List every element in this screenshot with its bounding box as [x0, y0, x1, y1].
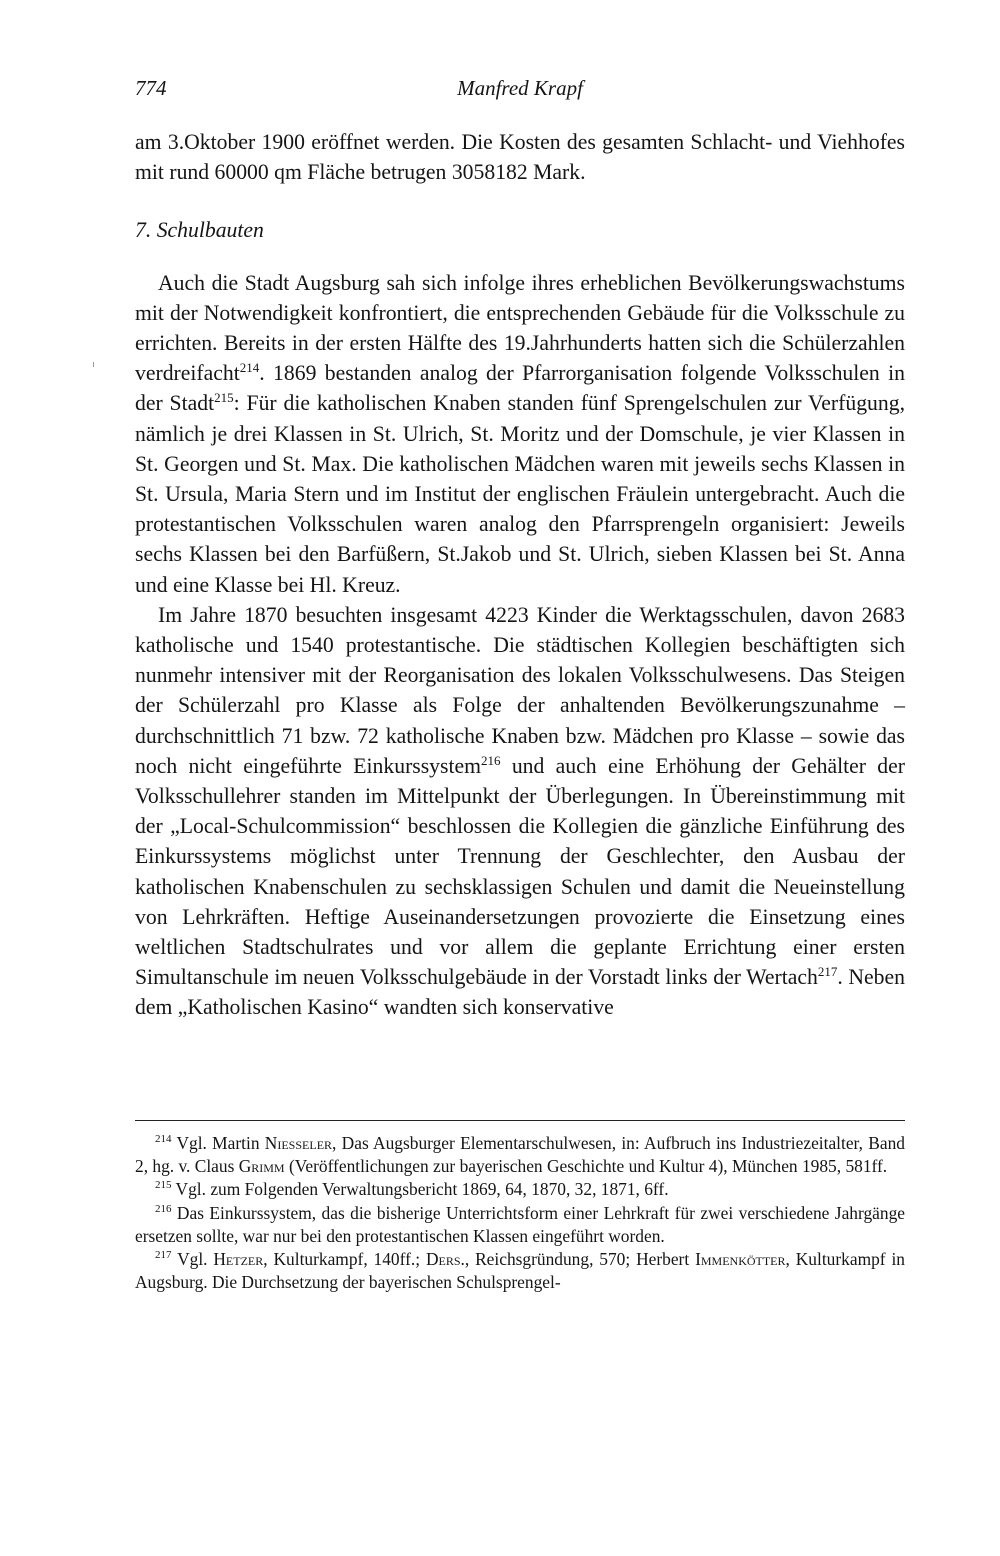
footnote-reference[interactable]: 217 — [817, 964, 838, 980]
author-name: Grimm — [238, 1156, 285, 1177]
paragraph-text: am 3.Oktober 1900 eröffnet werden. Die Kosten des gesamten Schlacht- und Viehhofes mit rund 60000 qm Fläche betrugen 3058182 Mark. — [135, 130, 905, 185]
footnote-text: Vgl. zum Folgenden Verwaltungsbericht 1869, 64, 1870, 32, 1871, 6ff. — [175, 1179, 669, 1200]
footnote-number: 215 — [155, 1179, 172, 1192]
author-name: Immenkötter — [695, 1249, 786, 1270]
footnote-text: , Das Augsburger Elementarschulwesen, in: Aufbruch ins Industriezeitalter, Band 2, hg. v. Claus — [135, 1133, 905, 1177]
footnote-text: Das Einkurssystem, das die bisherige Unterrichtsform einer Lehrkraft für zwei verschiedene Jahrgänge ersetzen sollte, war nur bei den protestantischen Klassen eingeführt worden. — [135, 1202, 905, 1246]
footnote-text: ., Reichsgründung, 570; Herbert — [460, 1249, 696, 1270]
paragraph-text: : Für die katholischen Knaben standen fünf Sprengelschulen zur Verfügung, nämlich je drei Klassen in St. Ulrich, St. Moritz und der Domschule, je vier Klassen in St. Georgen und St. Max. Die katholischen Mädchen waren mit jeweils sechs Klassen in St. Ursula, Maria Stern und im Institut der englischen Fräulein untergebracht. Auch die protestantischen Volksschulen waren analog den Pfarrsprengeln organisiert: Jeweils sechs Klassen bei den Barfüßern, St.Jakob und St. Ulrich, sieben Klassen bei St. Anna und eine Klasse bei Hl. Kreuz. — [135, 391, 905, 597]
paragraph-text: . 1869 bestanden analog der Pfarrorganisation folgende Volksschulen in der Stadt — [135, 361, 905, 416]
footnote — [135, 1248, 905, 1294]
footnote-reference[interactable]: 216 — [480, 752, 501, 768]
page — [135, 0, 905, 1556]
running-head-author: Manfred Krapf — [457, 76, 583, 100]
footnote-number: 217 — [155, 1249, 172, 1262]
footnote — [135, 1132, 905, 1178]
footnotes — [135, 1132, 905, 1294]
footnote-text: Vgl. Martin — [176, 1133, 265, 1153]
paragraph-text: Im Jahre 1870 besuchten insgesamt 4223 Kinder die Werktagsschulen, davon 2683 katholische und 1540 protestantische. Die städtischen Kollegien beschäftigten sich nunmehr intensiver mit der Reorganisation des lokalen Volksschulwesens. Das Steigen der Schülerzahl pro Klasse als Folge der anhaltenden Bevölkerungszunahme – durchschnittlich 71 bzw. 72 katholische Knaben bzw. Mädchen pro Klasse – sowie das noch nicht eingeführte Einkurssystem — [135, 602, 905, 778]
footnote — [135, 1178, 905, 1201]
paragraph — [135, 600, 905, 1023]
footnote — [135, 1202, 905, 1248]
body-text — [135, 127, 905, 1023]
page-number: 774 — [135, 76, 167, 100]
margin-mark — [93, 362, 94, 367]
footnote-number: 216 — [155, 1202, 172, 1215]
section-heading: 7. Schulbauten — [135, 218, 264, 243]
footnote-number: 214 — [155, 1133, 172, 1146]
paragraph-text: Auch die Stadt Augsburg sah sich infolge ihres erheblichen Bevölkerungswachstums mit der Notwendigkeit konfrontiert, die entsprechenden Gebäude für die Volksschule zu errichten. Bereits in der ersten Hälfte des 19.Jahrhunderts hatten sich die Schülerzahlen verdreifacht — [135, 270, 905, 386]
footnote-reference[interactable]: 215 — [214, 390, 234, 406]
author-name: Niesseler — [264, 1133, 333, 1153]
footnote-text: , Kulturkampf, 140ff.; — [263, 1249, 426, 1270]
footnote-reference[interactable]: 214 — [239, 359, 260, 375]
footnote-text: Vgl. — [177, 1249, 214, 1270]
paragraph — [135, 268, 905, 600]
author-name: Ders — [425, 1249, 461, 1270]
paragraph-text: und auch eine Erhöhung der Gehälter der Volksschullehrer standen im Mittelpunkt der Überlegungen. In Übereinstimmung mit der „Local-Schulcommission“ beschlossen die Kollegien die gänzliche Einführung des Einkurssystems möglichst unter Trennung der Geschlechter, den Ausbau der katholischen Knabenschulen zu sechsklassigen Schulen und damit die Neueinstellung von Lehrkräften. Heftige Auseinandersetzungen provozierte die Einsetzung eines weltlichen Stadtschulrates und vor allem die geplante Errichtung einer ersten Simultanschule im neuen Volksschulgebäude in der Vorstadt links der Wertach — [135, 753, 905, 990]
running-head — [135, 76, 905, 106]
paragraph-continuation — [135, 127, 905, 187]
footnote-text: (Veröffentlichungen zur bayerischen Geschichte und Kultur 4), München 1985, 581ff. — [284, 1156, 888, 1177]
paragraph-text: . Neben dem „Katholischen Kasino“ wandten sich konservative — [135, 965, 905, 1020]
footnote-text: , Kulturkampf in Augsburg. Die Durchsetzung der bayerischen Schulsprengel- — [135, 1249, 905, 1293]
author-name: Hetzer — [213, 1249, 264, 1270]
footnote-divider — [135, 1120, 905, 1121]
